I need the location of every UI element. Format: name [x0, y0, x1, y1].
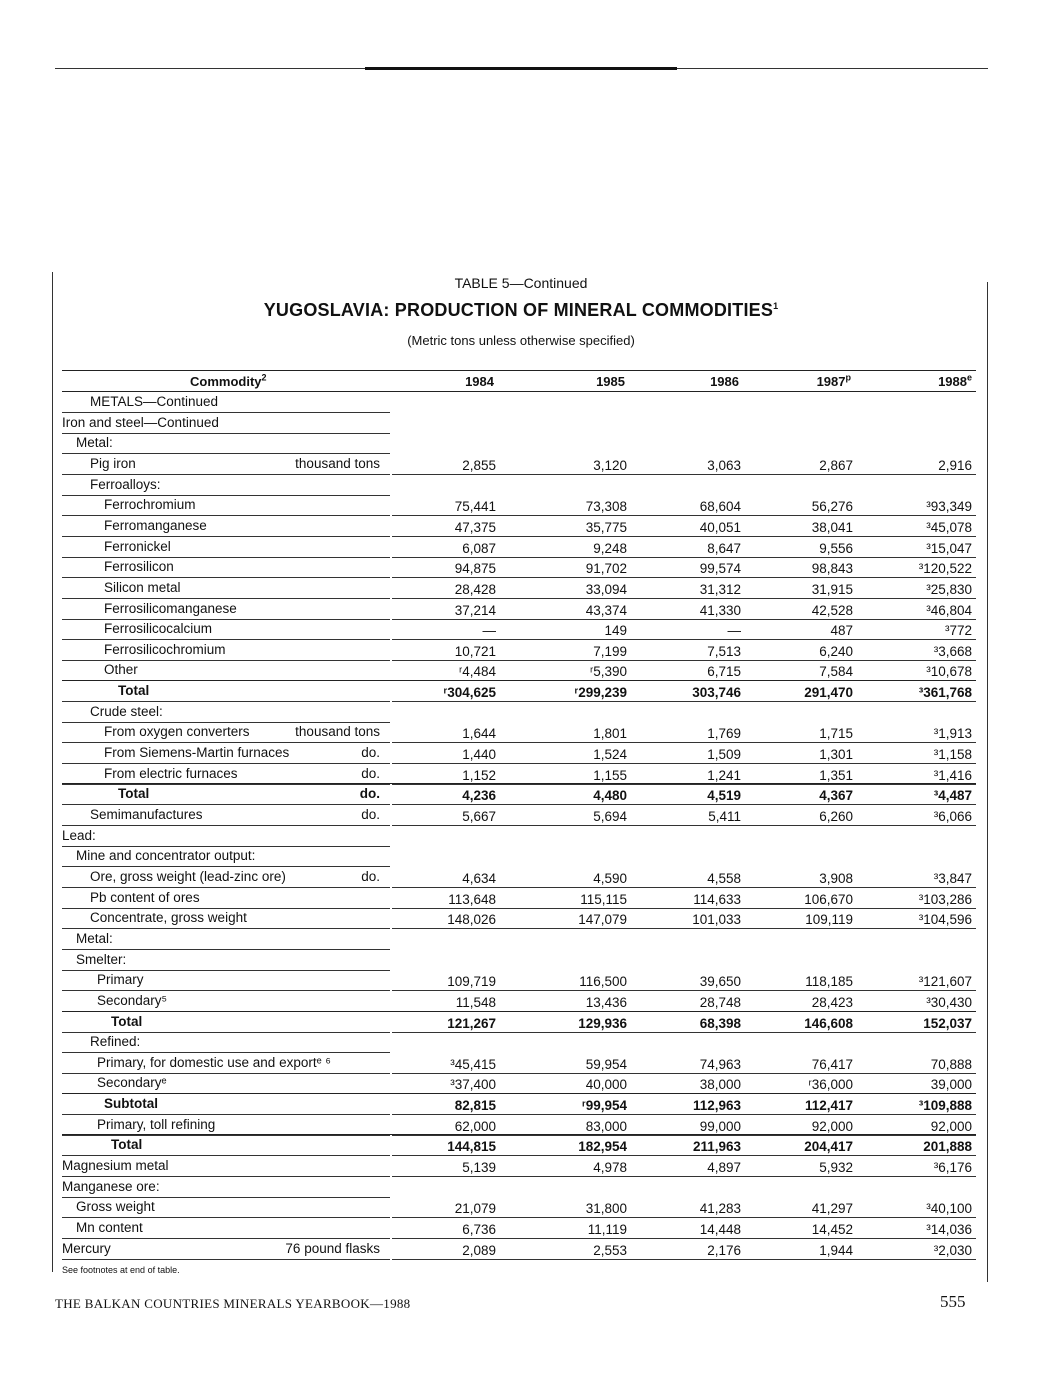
header-commodity-text: Commodity	[190, 374, 262, 389]
value-cell: 1,301	[819, 747, 853, 763]
row-value-rule	[392, 1259, 976, 1260]
value-cell: ³109,888	[918, 1098, 972, 1114]
unit-label: thousand tons	[295, 455, 380, 471]
value-cell: 56,276	[811, 499, 853, 515]
value-cell: ʳ299,239	[574, 685, 627, 701]
table-row	[62, 413, 976, 434]
value-cell: 68,398	[699, 1015, 741, 1031]
value-cell: 28,748	[699, 994, 741, 1010]
commodity-name: Silicon metal	[104, 579, 181, 595]
commodity-name: Total	[118, 683, 150, 699]
right-margin-line	[987, 282, 988, 1282]
commodity-name: Ore, gross weight (lead-zinc ore)	[90, 868, 286, 884]
commodity-name: Ferrosilicochromium	[104, 641, 226, 657]
value-cell: 7,513	[707, 643, 741, 659]
commodity-name: Mine and concentrator output:	[76, 848, 256, 864]
value-cell: 41,330	[699, 602, 741, 618]
commodity-name: Ferroalloys:	[90, 476, 161, 492]
value-cell: 10,721	[454, 643, 496, 659]
value-cell: 21,079	[454, 1201, 496, 1217]
value-cell: 201,888	[923, 1139, 972, 1155]
commodity-name: Smelter:	[76, 951, 127, 967]
value-cell: 2,089	[462, 1242, 496, 1258]
value-cell: 4,634	[462, 870, 496, 886]
top-rule-accent	[365, 67, 677, 70]
value-cell: ³121,607	[918, 974, 972, 990]
table-row	[62, 743, 976, 764]
header-year-text: 1985	[596, 374, 625, 389]
commodity-name: Ferrosilicon	[104, 559, 174, 575]
commodity-name: Secondaryᵉ	[97, 1075, 167, 1091]
table-row	[62, 599, 976, 620]
table-row	[62, 433, 976, 454]
row-rule	[62, 1259, 390, 1260]
table-row	[62, 784, 976, 805]
value-cell: 121,267	[447, 1015, 496, 1031]
table-row	[62, 1156, 976, 1177]
value-cell: 4,978	[593, 1160, 627, 1176]
value-cell: 129,936	[578, 1015, 627, 1031]
header-year-text: 1988	[938, 374, 967, 389]
value-cell: 1,801	[593, 726, 627, 742]
table-row	[62, 1053, 976, 1074]
book-title: THE BALKAN COUNTRIES MINERALS YEARBOOK—1988	[55, 1296, 411, 1311]
total-rule	[62, 680, 976, 681]
table-row	[62, 908, 976, 929]
value-cell: 2,916	[938, 457, 972, 473]
table-row	[62, 867, 976, 888]
value-cell: 487	[830, 623, 853, 639]
value-cell: 73,308	[585, 499, 627, 515]
table-row	[62, 681, 976, 702]
value-cell: 113,648	[448, 891, 496, 907]
value-cell: 6,260	[819, 809, 853, 824]
value-cell: ³120,522	[918, 561, 972, 577]
value-cell: ʳ99,954	[582, 1098, 627, 1114]
value-cell: ³45,415	[450, 1056, 496, 1072]
unit-label: do.	[361, 765, 380, 781]
value-cell: 114,633	[693, 891, 741, 907]
table-row	[62, 970, 976, 991]
value-cell: 5,411	[708, 809, 741, 824]
table-row	[62, 1012, 976, 1033]
commodity-name: Iron and steel—Continued	[62, 414, 219, 430]
value-cell: 11,548	[455, 994, 496, 1010]
table-footnote: See footnotes at end of table.	[62, 1265, 180, 1275]
table-row	[62, 1032, 976, 1053]
header-year-2	[619, 374, 739, 389]
value-cell: 35,775	[585, 519, 627, 535]
value-cell: 6,715	[707, 664, 741, 680]
value-cell: 14,452	[811, 1222, 853, 1237]
header-year-1	[505, 374, 625, 389]
commodity-name: Metal:	[76, 930, 113, 946]
value-cell: 43,374	[585, 602, 627, 618]
table-row	[62, 660, 976, 681]
value-cell: 99,574	[699, 561, 741, 577]
value-cell: 1,524	[593, 747, 627, 763]
value-cell: ³30,430	[926, 994, 972, 1010]
value-cell: ³25,830	[926, 581, 972, 597]
header-year-text: 1986	[710, 374, 739, 389]
commodity-name: Crude steel:	[90, 703, 163, 719]
value-cell: —	[727, 623, 741, 639]
commodity-name: Primary, for domestic use and exportᵉ ⁶	[97, 1054, 331, 1070]
commodity-name: Subtotal	[104, 1096, 158, 1112]
value-cell: ³6,176	[933, 1160, 972, 1176]
value-cell: ʳ36,000	[808, 1077, 853, 1093]
commodity-name: Ferrosilicomanganese	[104, 600, 237, 616]
value-cell: 82,815	[454, 1098, 496, 1114]
table-row	[62, 516, 976, 537]
value-cell: 94,875	[454, 561, 496, 577]
table-row	[62, 929, 976, 950]
value-cell: 47,375	[454, 519, 496, 535]
commodity-name: Concentrate, gross weight	[90, 910, 247, 926]
commodity-name: Ferrosilicocalcium	[104, 621, 213, 637]
value-cell: 118,185	[805, 974, 853, 990]
commodity-name: Ferromanganese	[104, 517, 207, 533]
header-commodity	[190, 374, 267, 389]
value-cell: ³45,078	[926, 519, 972, 535]
header-year-mark: p	[845, 372, 851, 383]
unit-label: do.	[361, 745, 380, 761]
table-row	[62, 495, 976, 516]
commodity-name: Refined:	[90, 1034, 141, 1050]
commodity-name: Total	[111, 1013, 143, 1029]
value-cell: 75,441	[454, 499, 496, 515]
value-cell: 1,155	[593, 767, 627, 783]
page-number: 555	[940, 1292, 966, 1311]
value-cell: ʳ4,484	[458, 664, 496, 680]
value-cell: ³1,416	[933, 767, 972, 783]
value-cell: 1,152	[462, 767, 496, 783]
value-cell: 68,604	[699, 499, 741, 515]
table-title-text: YUGOSLAVIA: PRODUCTION OF MINERAL COMMODITIES	[263, 300, 774, 320]
value-cell: 31,915	[811, 581, 853, 597]
value-cell: ³15,047	[926, 540, 972, 556]
header-year-text: 1987	[816, 374, 846, 389]
value-cell: 106,670	[804, 891, 853, 907]
value-cell: 1,769	[707, 726, 741, 742]
value-cell: 11,119	[587, 1222, 627, 1237]
value-cell: 3,063	[707, 457, 741, 473]
table-row	[62, 640, 976, 661]
value-cell: 5,667	[462, 809, 496, 824]
value-cell: 1,715	[819, 726, 853, 742]
value-cell: 41,283	[699, 1201, 741, 1217]
table-row	[62, 475, 976, 496]
commodity-name: From oxygen converters	[104, 724, 250, 740]
commodity-name: From electric furnaces	[104, 765, 238, 781]
value-cell: 2,855	[462, 457, 496, 473]
table-row	[62, 1094, 976, 1115]
unit-label: do.	[359, 786, 380, 802]
value-cell: 4,480	[593, 788, 627, 804]
value-cell: 6,736	[462, 1222, 496, 1237]
commodity-name: METALS—Continued	[90, 394, 219, 409]
value-cell: 3,908	[819, 870, 853, 886]
value-cell: 204,417	[804, 1139, 853, 1155]
commodity-name: Lead:	[62, 827, 96, 843]
value-cell: 291,470	[804, 685, 853, 701]
value-cell: 99,000	[699, 1118, 741, 1134]
total-rule	[62, 1134, 976, 1135]
value-cell: ³4,487	[933, 788, 972, 804]
value-cell: 5,694	[593, 809, 627, 824]
value-cell: ³14,036	[926, 1222, 972, 1237]
value-cell: 13,436	[585, 994, 627, 1010]
table-row	[62, 578, 976, 599]
value-cell: 92,000	[930, 1118, 972, 1134]
commodity-name: Pig iron	[90, 455, 136, 471]
total-rule	[62, 1011, 976, 1012]
value-cell: ³10,678	[926, 664, 972, 680]
value-cell: ³3,668	[933, 643, 972, 659]
value-cell: 98,843	[811, 561, 853, 577]
value-cell: ³6,066	[933, 809, 972, 824]
value-cell: 83,000	[585, 1118, 627, 1134]
value-cell: 40,051	[699, 519, 741, 535]
value-cell: 33,094	[585, 581, 627, 597]
value-cell: 1,644	[462, 726, 496, 742]
value-cell: ³772	[944, 623, 972, 639]
value-cell: 152,037	[923, 1015, 972, 1031]
value-cell: ʳ304,625	[443, 685, 496, 701]
table-row	[62, 392, 976, 413]
commodity-name: Secondary⁵	[97, 992, 168, 1008]
table-row	[62, 1135, 976, 1156]
value-cell: 62,000	[454, 1118, 496, 1134]
value-cell: 211,963	[692, 1139, 741, 1155]
value-cell: 1,440	[462, 747, 496, 763]
value-cell: 182,954	[578, 1139, 627, 1155]
table-row	[62, 826, 976, 847]
value-cell: ³40,100	[926, 1201, 972, 1217]
value-cell: ³3,847	[933, 870, 972, 886]
value-cell: 31,800	[585, 1201, 627, 1217]
value-cell: 1,241	[707, 767, 741, 783]
table-row	[62, 1177, 976, 1198]
table-title-note: 1	[773, 301, 779, 311]
value-cell: 31,312	[699, 581, 741, 597]
value-cell: 4,367	[819, 788, 853, 804]
commodity-name: Pb content of ores	[90, 889, 200, 905]
value-cell: 40,000	[585, 1077, 627, 1093]
value-cell: ³2,030	[933, 1242, 972, 1258]
unit-label: thousand tons	[295, 724, 380, 740]
table-row	[62, 1073, 976, 1094]
value-cell: ³1,158	[933, 747, 972, 763]
unit-label: 76 pound flasks	[285, 1240, 380, 1256]
value-cell: 8,647	[707, 540, 741, 556]
table-row	[62, 702, 976, 723]
commodity-name: Ferronickel	[104, 538, 171, 554]
value-cell: 3,120	[593, 457, 627, 473]
commodity-name: Mn content	[76, 1220, 143, 1235]
value-cell: 148,026	[447, 912, 496, 928]
value-cell: 2,867	[819, 457, 853, 473]
value-cell: 5,932	[819, 1160, 853, 1176]
value-cell: 74,963	[699, 1056, 741, 1072]
value-cell: 70,888	[930, 1056, 972, 1072]
value-cell: ³1,913	[933, 726, 972, 742]
table-title	[0, 300, 1042, 321]
commodity-name: Manganese ore:	[62, 1178, 160, 1194]
table-row	[62, 764, 976, 785]
header-top-rule	[62, 370, 976, 371]
value-cell: 144,815	[447, 1139, 496, 1155]
commodity-name: Total	[118, 786, 150, 802]
value-cell: 303,746	[692, 685, 741, 701]
value-cell: 149	[604, 623, 627, 639]
commodity-name: Ferrochromium	[104, 497, 196, 513]
value-cell: 109,719	[447, 974, 496, 990]
value-cell: 4,590	[593, 870, 627, 886]
commodity-name: Total	[111, 1137, 143, 1153]
value-cell: 116,500	[579, 974, 627, 990]
table-row	[62, 557, 976, 578]
value-cell: 28,428	[454, 581, 496, 597]
value-cell: 91,702	[585, 561, 627, 577]
value-cell: 115,115	[580, 891, 627, 907]
commodity-name: Primary, toll refining	[97, 1116, 216, 1132]
value-cell: 14,448	[699, 1222, 741, 1237]
value-cell: 4,558	[707, 870, 741, 886]
value-cell: 37,214	[454, 602, 496, 618]
value-cell: 4,519	[707, 788, 741, 804]
value-cell: 38,041	[811, 519, 853, 535]
table-row	[62, 950, 976, 971]
value-cell: 2,176	[707, 1242, 741, 1258]
value-cell: 112,417	[804, 1098, 853, 1114]
value-cell: 7,584	[819, 664, 853, 680]
value-cell: ³103,286	[918, 891, 972, 907]
value-cell: 112,963	[692, 1098, 741, 1114]
commodity-name: Semimanufactures	[90, 807, 203, 822]
value-cell: ³104,596	[918, 912, 972, 928]
table-row	[62, 619, 976, 640]
total-rule	[62, 1093, 976, 1094]
value-cell: ³46,804	[926, 602, 972, 618]
value-cell: 28,423	[811, 994, 853, 1010]
table-row	[62, 1218, 976, 1239]
value-cell: 59,954	[585, 1056, 627, 1072]
value-cell: 6,087	[462, 540, 496, 556]
value-cell: 147,079	[578, 912, 627, 928]
value-cell: —	[482, 623, 496, 639]
header-year-3	[731, 374, 851, 389]
value-cell: 4,897	[707, 1160, 741, 1176]
commodity-name: Magnesium metal	[62, 1158, 169, 1174]
commodity-name: From Siemens-Martin furnaces	[104, 745, 290, 761]
table-row	[62, 805, 976, 826]
table-row	[62, 846, 976, 867]
table-row	[62, 991, 976, 1012]
value-cell: 6,240	[819, 643, 853, 659]
value-cell: 4,236	[462, 788, 496, 804]
value-cell: ³361,768	[918, 685, 972, 701]
value-cell: 1,509	[707, 747, 741, 763]
unit-label: do.	[361, 868, 380, 884]
value-cell: 146,608	[804, 1015, 853, 1031]
value-cell: 109,119	[805, 912, 853, 928]
value-cell: 76,417	[811, 1056, 853, 1072]
value-cell: 41,297	[811, 1201, 853, 1217]
header-year-0	[374, 374, 494, 389]
table-row	[62, 1239, 976, 1260]
commodity-name: Metal:	[76, 435, 113, 451]
commodity-name: Other	[104, 662, 138, 678]
value-cell: 7,199	[593, 643, 627, 659]
value-cell: 9,248	[593, 540, 627, 556]
header-year-text: 1984	[465, 374, 494, 389]
value-cell: 42,528	[811, 602, 853, 618]
table-row	[62, 722, 976, 743]
table-row	[62, 888, 976, 909]
value-cell: ³37,400	[450, 1077, 496, 1093]
header-year-mark: e	[966, 372, 972, 383]
value-cell: 92,000	[811, 1118, 853, 1134]
value-cell: 39,000	[930, 1077, 972, 1093]
table-row	[62, 1115, 976, 1136]
value-cell: 1,944	[819, 1242, 853, 1258]
header-commodity-note: 2	[261, 372, 267, 383]
commodity-name: Mercury	[62, 1240, 111, 1256]
left-margin-line	[52, 272, 53, 1272]
commodity-name: Gross weight	[76, 1199, 155, 1215]
value-cell: 38,000	[699, 1077, 741, 1093]
unit-label: do.	[361, 807, 380, 822]
value-cell: 5,139	[462, 1160, 496, 1176]
value-cell: 101,033	[692, 912, 741, 928]
value-cell: 9,556	[819, 540, 853, 556]
table-row	[62, 1197, 976, 1218]
header-year-4	[852, 374, 972, 389]
value-cell: ³93,349	[926, 499, 972, 515]
table-label: TABLE 5—Continued	[454, 275, 588, 291]
value-cell: 39,650	[699, 974, 741, 990]
table-subtitle: (Metric tons unless otherwise specified)	[407, 333, 635, 348]
table-row	[62, 454, 976, 475]
value-cell: ʳ5,390	[589, 664, 627, 680]
table-row	[62, 537, 976, 558]
total-rule	[62, 783, 976, 784]
value-cell: 1,351	[819, 767, 853, 783]
commodity-name: Primary	[97, 972, 144, 988]
value-cell: 2,553	[593, 1242, 627, 1258]
